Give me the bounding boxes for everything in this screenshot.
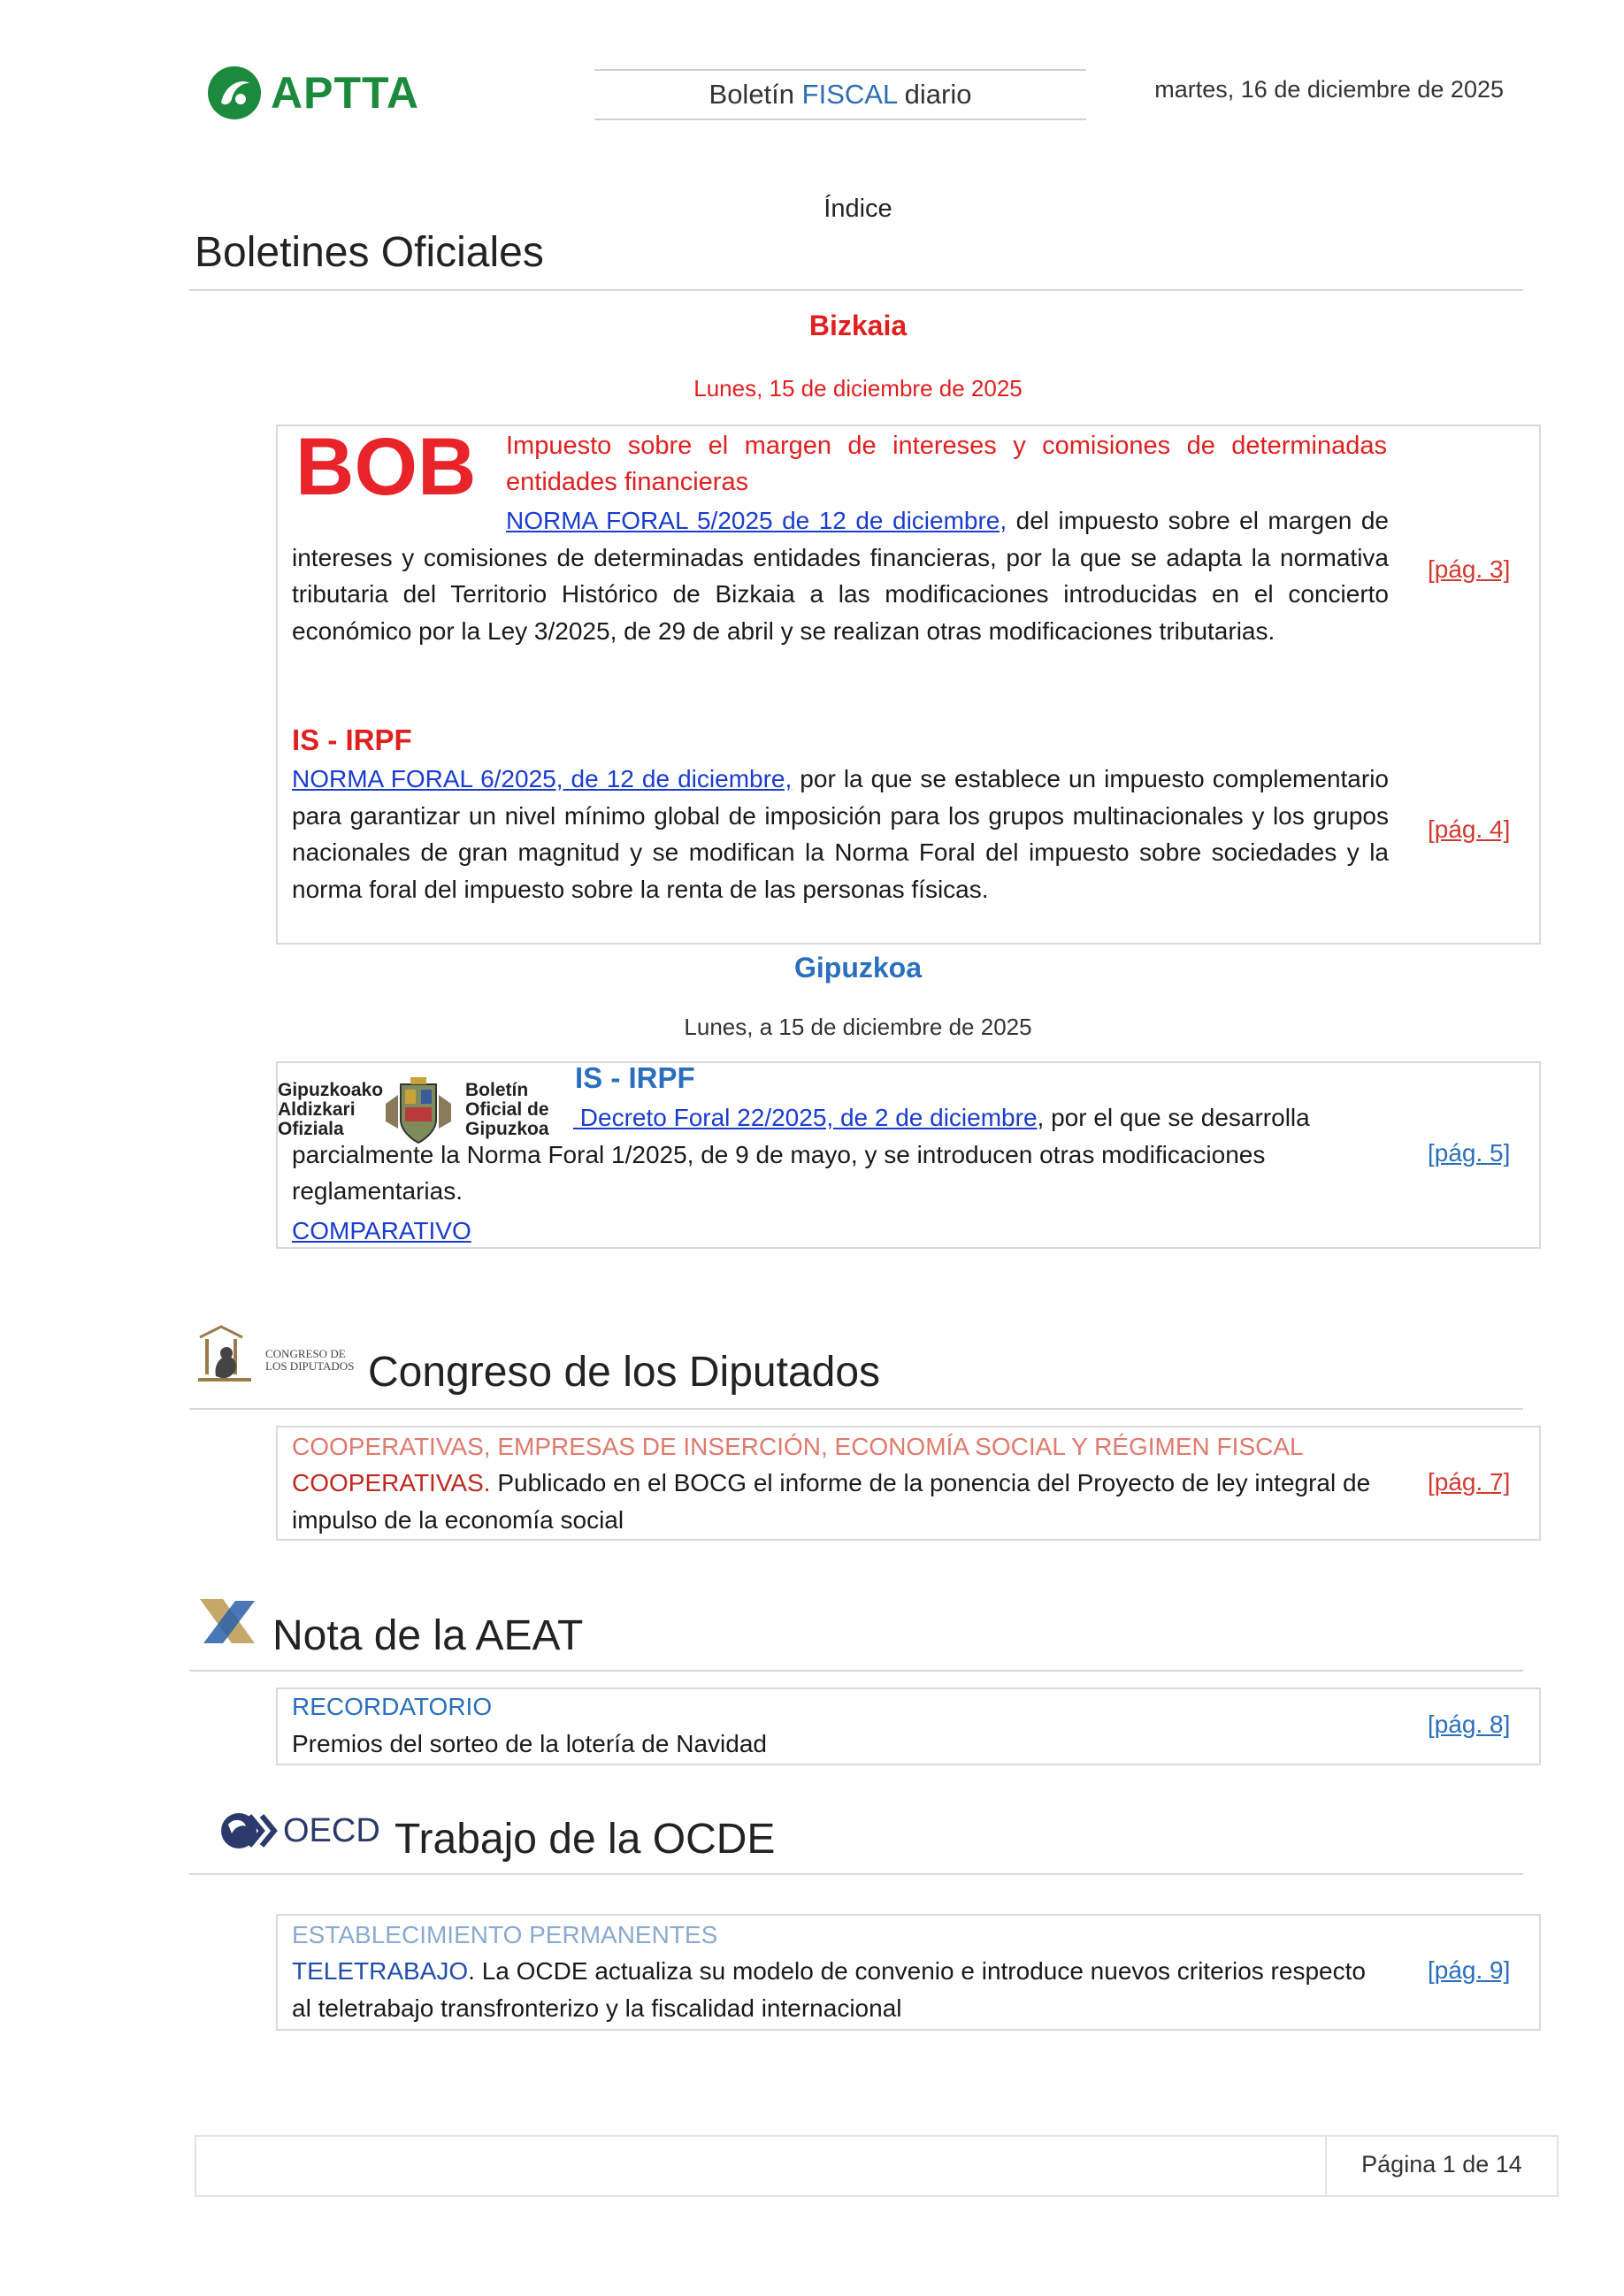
bog-logo-left-3: Ofiziala [278, 1119, 344, 1139]
bulletin-date: martes, 16 de diciembre de 2025 [1154, 76, 1504, 103]
bog-logo-right-3: Gipuzkoa [465, 1119, 549, 1139]
bulletin-title [594, 69, 1086, 120]
bulletin-title-pre: Boletín [709, 79, 802, 110]
bog-logo-left-2: Aldizkari [278, 1099, 356, 1120]
page-ref-4[interactable]: [pág. 4] [1428, 815, 1511, 843]
section-rule [189, 1873, 1523, 1875]
aeat-logo-icon [196, 1592, 260, 1650]
congreso-category: COOPERATIVAS, EMPRESAS DE INSERCIÓN, ECONOMÍA SOCIAL Y RÉGIMEN FISCAL [292, 1433, 1304, 1460]
region-bizkaia: Bizkaia [808, 310, 908, 341]
congreso-logo [195, 1323, 368, 1385]
section-rule [189, 289, 1523, 291]
section-title-ocde: Trabajo de la OCDE [395, 1816, 776, 1863]
aeat-category: RECORDATORIO [292, 1693, 493, 1720]
section-title-boletines: Boletines Oficiales [195, 229, 544, 276]
ocde-entry-text [292, 1953, 1389, 2026]
bulletin-title-post: diario [897, 79, 972, 110]
page-ref-9[interactable]: [pág. 9] [1428, 1956, 1511, 1984]
bulletin-title-fiscal: FISCAL [801, 79, 898, 110]
entry-text-nf5 [292, 502, 1389, 649]
page-ref-5[interactable]: [pág. 5] [1428, 1139, 1511, 1167]
entry-text-nf6 [292, 761, 1389, 907]
congreso-lead: COOPERATIVAS. [292, 1469, 491, 1496]
aptta-logo [205, 60, 453, 126]
footer-divider [1325, 2135, 1327, 2197]
congreso-entry-text [292, 1465, 1389, 1538]
tag-is-irpf-gipuzkoa: IS - IRPF [575, 1061, 695, 1094]
region-gipuzkoa: Gipuzkoa [793, 952, 922, 983]
aeat-entry-text: Premios del sorteo de la lotería de Navidad [292, 1730, 767, 1757]
link-norma-foral-5-2025[interactable]: NORMA FORAL 5/2025 de 12 de diciembre, [506, 507, 1007, 534]
section-rule [189, 1408, 1523, 1410]
entry-desc-df22: , por el que se desarrolla parcialmente la Norma Foral 1/2025, de 9 de mayo, y se introducen otras modificaciones reglamentarias. [292, 1104, 1310, 1205]
region-bizkaia-date: Lunes, 15 de diciembre de 2025 [693, 375, 1023, 402]
congreso-logo-line1: CONGRESO DE [265, 1347, 346, 1360]
link-decreto-foral-22-2025[interactable]: Decreto Foral 22/2025, de 2 de diciembre [573, 1104, 1038, 1131]
ocde-category: ESTABLECIMIENTO PERMANENTES [292, 1921, 718, 1948]
congreso-desc: Publicado en el BOCG el informe de la ponencia del Proyecto de ley integral de impulso de la economía social [292, 1469, 1371, 1534]
ocde-desc: . La OCDE actualiza su modelo de convenio e introduce nuevos criterios respecto al teletrabajo transfronterizo y la fiscalidad internacional [292, 1957, 1366, 2022]
congreso-lion-icon [195, 1323, 269, 1385]
index-heading: Índice [823, 195, 892, 223]
bob-logo: BOB [295, 422, 477, 512]
oecd-logo [219, 1804, 387, 1857]
bog-logo-right-1: Boletín [465, 1080, 529, 1100]
entry-desc-nf6: por la que se establece un impuesto complementario para garantizar un nivel mínimo global de imposición para los grupos multinacionales y los grupos nacionales de gran magnitud y se modifican la Norma Foral del impuesto sobre sociedades y la norma foral del impuesto sobre la renta de las personas físicas. [292, 765, 1389, 903]
entry-desc-nf5: del impuesto sobre el margen de intereses y comisiones de determinadas entidades financieras, por la que se adapta la normativa tributaria del Territorio Histórico de Bizkaia a las modificaciones introducidas en el concierto económico por la Ley 3/2025, de 29 de abril y se realizan otras modificaciones tributarias. [292, 507, 1389, 645]
entry-title-margen: Impuesto sobre el margen de intereses y comisiones de determinadas entidades financieras [506, 432, 1387, 496]
link-norma-foral-6-2025[interactable]: NORMA FORAL 6/2025, de 12 de diciembre, [292, 765, 793, 792]
page-number: Página 1 de 14 [1361, 2151, 1522, 2177]
bog-logo-left-1: Gipuzkoako [278, 1080, 384, 1100]
oecd-logo-text: OECD [283, 1811, 380, 1849]
section-title-congreso: Congreso de los Diputados [368, 1349, 881, 1396]
tag-is-irpf-bizkaia: IS - IRPF [292, 723, 412, 756]
link-comparativo[interactable]: COMPARATIVO [292, 1217, 471, 1244]
region-gipuzkoa-date: Lunes, a 15 de diciembre de 2025 [684, 1014, 1032, 1040]
aptta-logo-text: APTTA [271, 68, 419, 118]
page-ref-7[interactable]: [pág. 7] [1428, 1468, 1511, 1496]
oecd-globe-icon [219, 1809, 281, 1853]
entry-text-df22 [292, 1099, 1389, 1210]
section-title-aeat: Nota de la AEAT [272, 1612, 584, 1659]
section-rule [189, 1670, 1523, 1672]
bog-logo-right-2: Oficial de [465, 1099, 549, 1120]
ocde-lead: TELETRABAJO [292, 1957, 469, 1985]
aptta-emblem-icon [205, 64, 264, 122]
page-ref-3[interactable]: [pág. 3] [1428, 555, 1511, 583]
page-ref-8[interactable]: [pág. 8] [1428, 1711, 1511, 1738]
congreso-logo-line2: LOS DIPUTADOS [265, 1359, 355, 1373]
